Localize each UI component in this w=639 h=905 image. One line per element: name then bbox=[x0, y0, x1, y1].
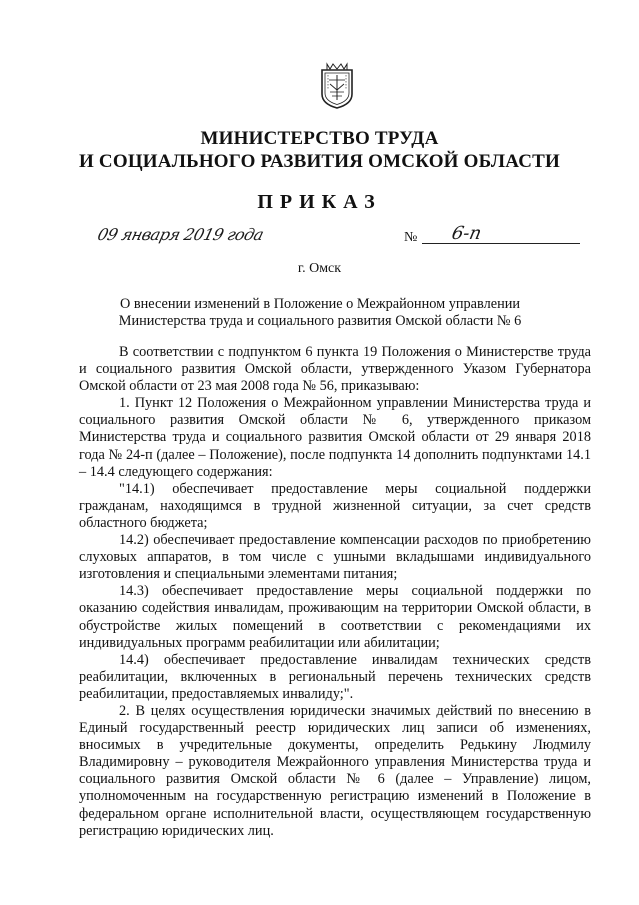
body-paragraph: 1. Пункт 12 Положения о Межрайонном управлении Министерства труда и социального развития Омской области № 6, утвержденного приказом Министерства труда и социального развития Омской области от 29 января 2018 года № 24-п (далее – Положение), после подпункта 14 дополнить подпунктами 14.1 – 14.4 следующего содержания: bbox=[79, 395, 591, 480]
omsk-coat-of-arms-icon bbox=[318, 60, 356, 110]
body-paragraph: В соответствии с подпунктом 6 пункта 19 Положения о Министерстве труда и социального развития Омской области, утвержденного Указом Губернатора Омской области от 23 мая 2008 года № 56, приказываю: bbox=[79, 344, 591, 395]
body-paragraph: "14.1) обеспечивает предоставление меры социальной поддержки гражданам, находящимся в трудной жизненной ситуации, за счет средств областного бюджета; bbox=[79, 480, 591, 531]
order-number-underline bbox=[422, 243, 580, 244]
subject-line1: О внесении изменений в Положение о Межрайонном управлении bbox=[119, 296, 521, 312]
ministry-name-line1: МИНИСТЕРСТВО ТРУДА bbox=[200, 128, 439, 149]
body-paragraph: 2. В целях осуществления юридически значимых действий по внесению в Единый государственный реестр юридических лиц записи об изменениях, вносимых в учредительные документы, определить Редькину Людмилу Владимировну – руководителя Межрайонного управления Министерства труда и социального развития Омской области № 6 (далее – Управление) лицом, уполномоченным на государственную регистрацию изменений в Положение в федеральном органе исполнительной власти, осуществляющем государственную регистрацию юридических лиц. bbox=[79, 702, 591, 839]
order-subject bbox=[100, 296, 540, 330]
ministry-name-line2: И СОЦИАЛЬНОГО РАЗВИТИЯ ОМСКОЙ ОБЛАСТИ bbox=[79, 151, 560, 172]
subject-line2: Министерства труда и социального развития Омской области № 6 bbox=[118, 313, 522, 329]
body-paragraph: 14.2) обеспечивает предоставление компенсации расходов по приобретению слуховых аппаратов, в том числе с ушными вкладышами индивидуального изготовления и специальными элементами питания; bbox=[79, 532, 591, 583]
city: г. Омск bbox=[297, 261, 342, 276]
order-title: ПРИКАЗ bbox=[257, 191, 382, 213]
order-number-handwritten: 6-п bbox=[449, 223, 484, 244]
body-paragraph: 14.4) обеспечивает предоставление инвалидам технических средств реабилитации, включенных в региональный перечень технических средств реабилитации, предоставляемых инвалиду;". bbox=[79, 651, 591, 702]
order-number-label: № bbox=[404, 230, 418, 245]
order-date-handwritten: 09 января 2019 года bbox=[95, 225, 266, 244]
body-paragraph: 14.3) обеспечивает предоставление меры социальной поддержки по оказанию содействия инвалидам, проживающим на территории Омской области, в обустройстве жилых помещений в соответствии с рекомендациями их индивидуальных программ реабилитации или абилитации; bbox=[79, 583, 591, 651]
order-body bbox=[79, 344, 591, 840]
